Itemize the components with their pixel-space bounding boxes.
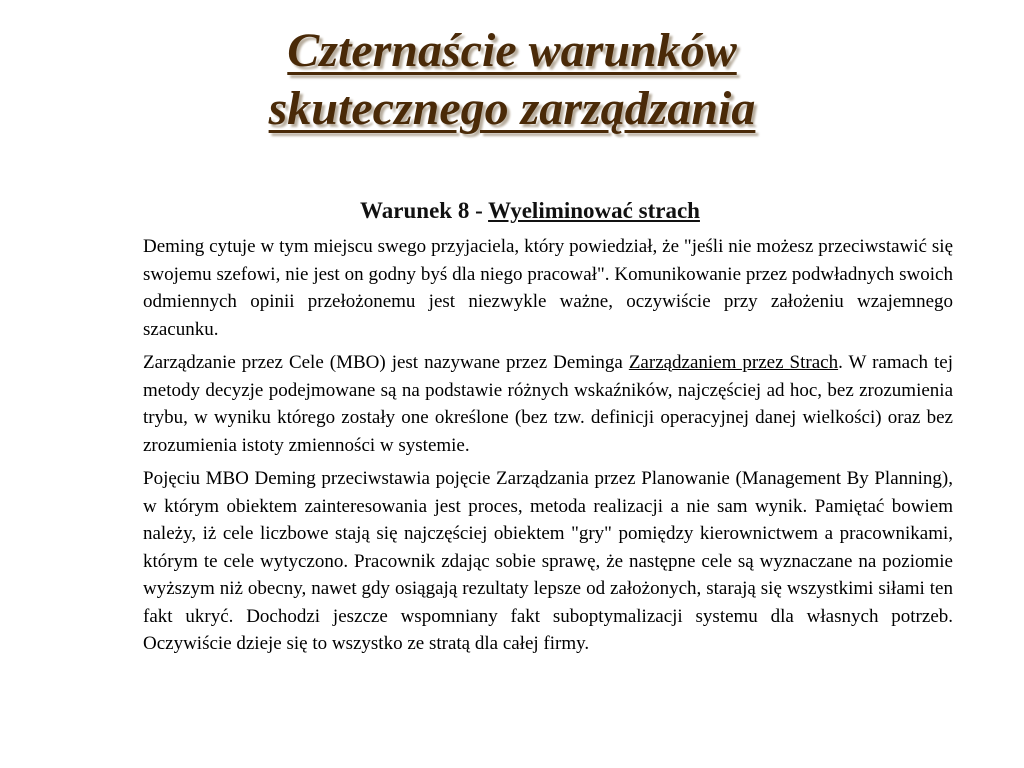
paragraph-2-end: . W ramach tej metody decyzje podejmowane są na podstawie różnych wskaźników, najczęściej ad hoc, bez zrozumienia trybu, w wyniku którego zostały one określone (bez tzw. definicji operacyjnej danej wielkości) oraz bez zrozumienia istoty zmienności w systemie. [143, 352, 953, 456]
paragraph-3: Pojęciu MBO Deming przeciwstawia pojęcie Zarządzania przez Planowanie (Management By Planning), w którym obiektem zainteresowania jest proces, metoda realizacji a nie sam wynik. Pamiętać bowiem należy, iż cele liczbowe stają się najczęściej obiektem "gry" pomiędzy kierownictwem a pracownikami, którym te cele wytyczono. Pracownik zdając sobie sprawę, że następne cele są wyznaczane na poziomie wyższym niż obecny, nawet gdy osiągają rezultaty lepsze od założonych, starają się wszystkimi siłami ten fakt ukryć. Dochodzi jeszcze wspomniany fakt suboptymalizacji systemu dla własnych potrzeb. Oczywiście dzieje się to wszystko ze stratą dla całej firmy. [143, 468, 953, 654]
section-heading [0, 196, 1024, 226]
slide-title-line-2: skutecznego zarządzania [268, 82, 756, 135]
paragraph-2 [143, 349, 953, 459]
section-heading-prefix: Warunek 8 - [360, 198, 489, 223]
slide-title-line-1: Czternaście warunków [287, 24, 737, 77]
paragraph-2-start: Zarządzanie przez Cele (MBO) jest nazywane przez Deminga [143, 352, 629, 373]
section-heading-link[interactable]: Wyeliminować strach [488, 198, 700, 223]
slide-body [143, 233, 953, 664]
management-by-fear-link[interactable]: Zarządzaniem przez Strach [628, 352, 839, 373]
paragraph-1: Deming cytuje w tym miejscu swego przyjaciela, który powiedział, że "jeśli nie możesz przeciwstawić się swojemu szefowi, nie jest on godny byś dla niego pracował". Komunikowanie przez podwładnych swoich odmiennych opinii przełożonemu jest niezwykle ważne, oczywiście przy założeniu wzajemnego szacunku. [143, 236, 953, 340]
slide-title [100, 22, 924, 138]
